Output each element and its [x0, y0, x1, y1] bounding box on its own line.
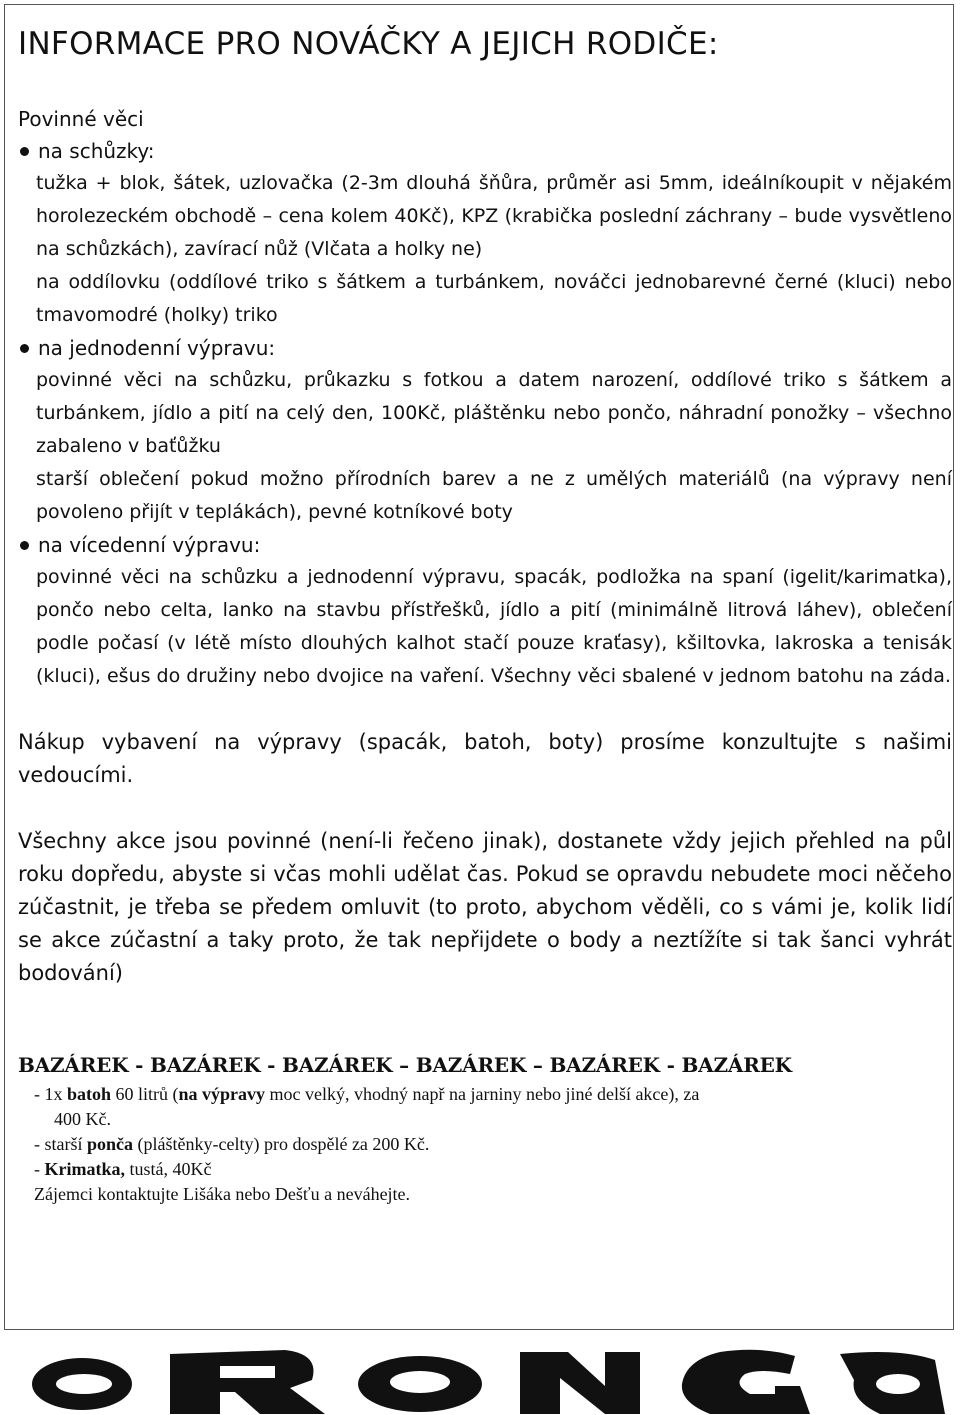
bazar-item-mat: - Krimatka, tustá, 40Kč	[34, 1159, 212, 1180]
bazar-title: BAZÁREK - BAZÁREK - BAZÁREK – BAZÁREK – BAZÁREK - BAZÁREK	[18, 1053, 792, 1078]
meetings-paragraph: tužka + blok, šátek, uzlovačka (2-3m dlouhá šňůra, průměr asi 5mm, ideálníkoupit v nějakém horolezeckém obchodě – cena kolem 40Kč), KPZ (krabička poslední záchrany – bude vysvětleno na schůzkách), zavírací nůž (Vlčata a holky ne)	[36, 172, 952, 261]
bazar-item-backpack: - 1x batoh 60 litrů (na výpravy moc velký, vhodný např na jarniny nebo jiné delší akce), za	[34, 1084, 700, 1105]
one-day-trip-paragraph: povinné věci na schůzku, průkazku s fotkou a datem narození, oddílové triko s šátkem a turbánkem, jídlo a pití na celý den, 100Kč, pláštěnku nebo pončo, náhradní ponožky – všechno zabaleno v baťůžku	[36, 369, 952, 458]
logo-letter-o	[32, 1358, 132, 1410]
section-label-multi-day-trip: na vícedenní výpravu:	[18, 529, 952, 561]
purchase-note: Nákup vybavení na výpravy (spacák, batoh, boty) prosíme konzultujte s našimi vedoucími.	[18, 730, 952, 788]
section-label-meetings: na schůzky:	[18, 135, 952, 167]
bazar-item-backpack-price: 400 Kč.	[54, 1109, 111, 1130]
bazar-contact: Zájemci kontaktujte Lišáka nebo Dešťu a neváhejte.	[34, 1184, 411, 1205]
required-heading: Povinné věci	[18, 107, 144, 132]
document-content	[18, 26, 952, 1207]
page-title: INFORMACE PRO NOVÁČKY A JEJICH RODIČE:	[18, 26, 719, 62]
meetings-paragraph-uniform: na oddílovku (oddílové triko s šátkem a turbánkem, nováčci jednobarevné černé (kluci) nebo tmavomodré (holky) triko	[36, 271, 952, 327]
section-label-one-day-trip: na jednodenní výpravu:	[18, 332, 952, 364]
one-day-trip-clothing-paragraph: starší oblečení pokud možno přírodních barev a ne z umělých materiálů (na výpravy není povoleno přijít v teplákách), pevné kotníkové boty	[36, 468, 952, 524]
logo-letter-o-2	[358, 1356, 482, 1412]
multi-day-trip-paragraph: povinné věci na schůzku a jednodenní výpravu, spacák, podložka na spaní (igelit/karimatka), pončo nebo celta, lanko na stavbu přístřešků, jídlo a pití (minimálně litrová láhev), oblečení podle počasí (v létě místo dlouhých kalhot stačí pouze kraťasy), kšiltovka, lakroska a tenisák (kluci), ešus do družiny nebo dvojice na vaření. Všechny věci sbalené v jednom batohu na záda.	[36, 566, 952, 688]
events-note: Všechny akce jsou povinné (není-li řečeno jinak), dostanete vždy jejich přehled na půl roku dopředu, abyste si včas mohli udělat čas. Pokud se opravdu nebudete moci něčeho zúčastnit, je třeba se předem omluvit (to proto, abychom věděli, co s vámi je, kolik lidí se akce zúčastní a taky proto, že tak nepřijdete o body a neztížíte si tak šanci vyhrát bodování)	[18, 829, 952, 986]
bazar-item-poncho: - starší ponča (pláštěnky-celty) pro dospělé za 200 Kč.	[34, 1134, 430, 1155]
orong-logo	[20, 1340, 950, 1415]
